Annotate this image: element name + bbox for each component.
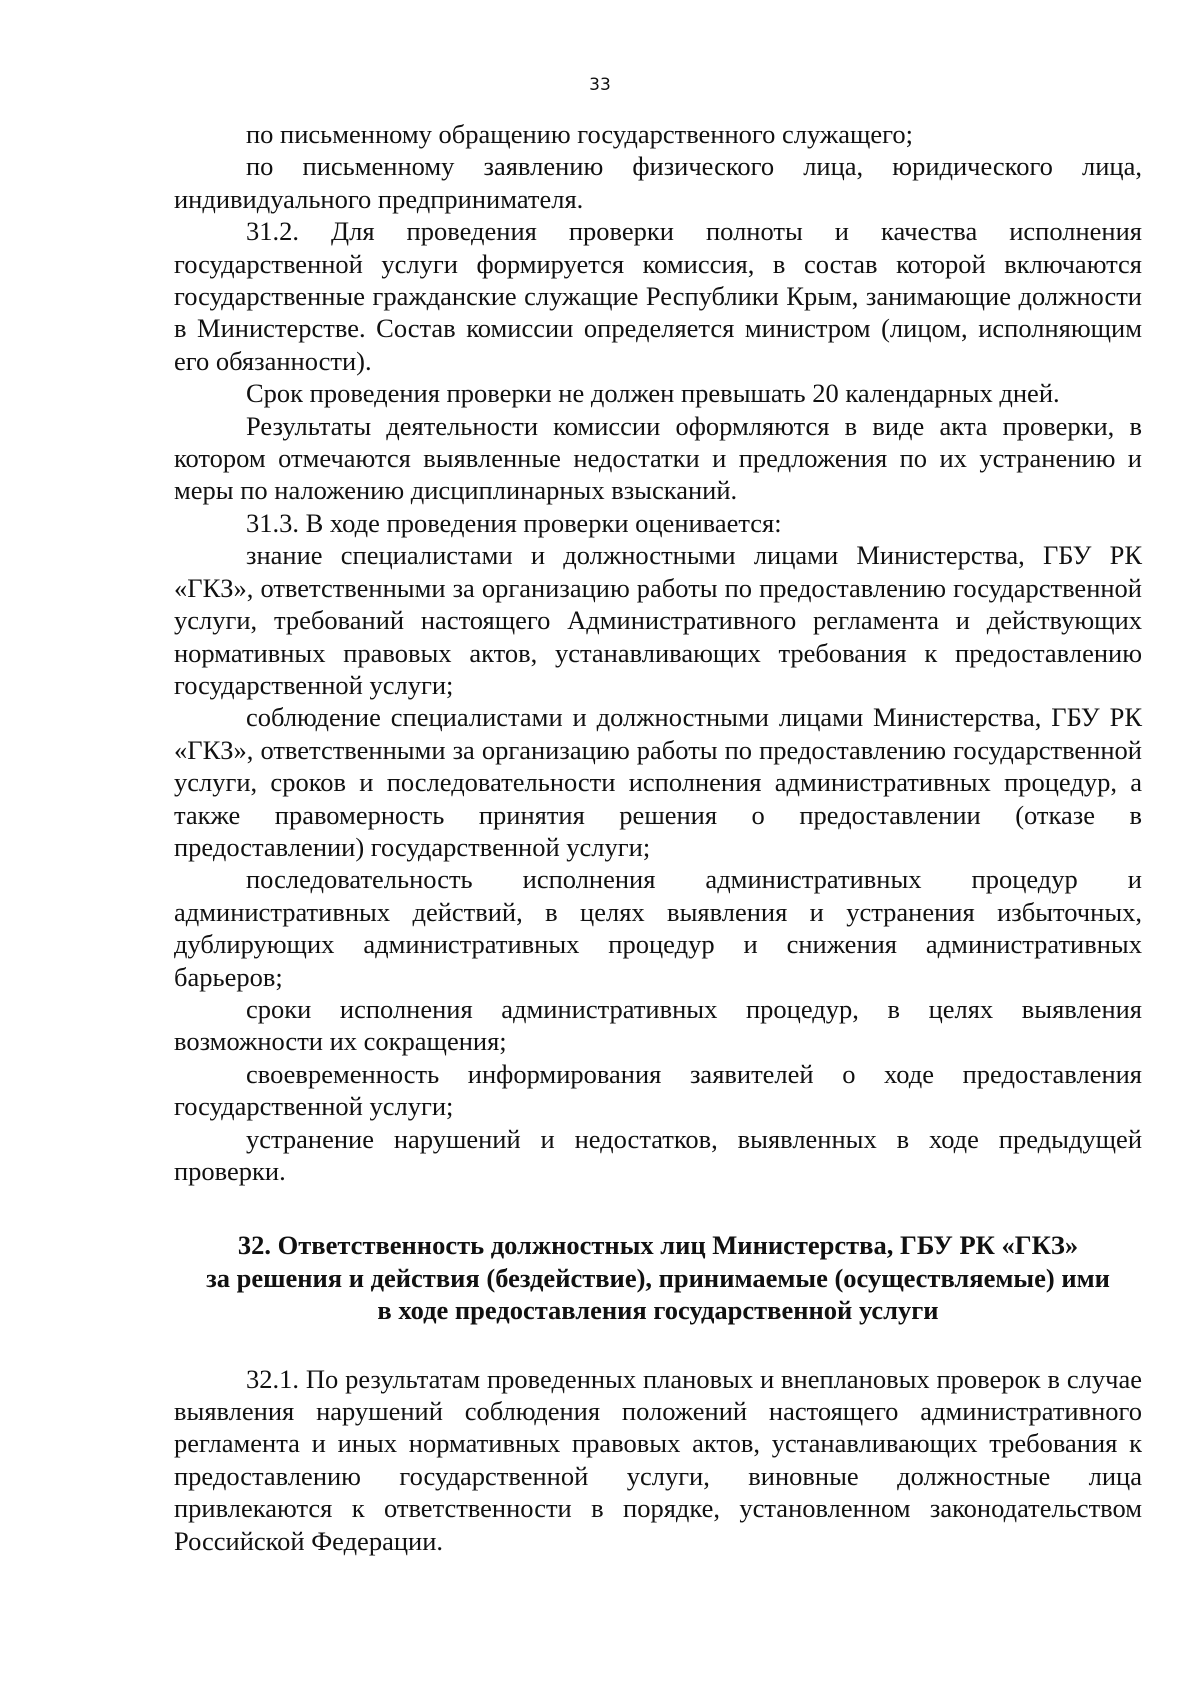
list-paragraph: своевременность информирования заявителей о ходе предоставления государственной услуги; <box>174 1058 1142 1122</box>
list-paragraph: устранение нарушений и недостатков, выявленных в ходе предыдущей проверки. <box>174 1123 1142 1186</box>
list-paragraph: соблюдение специалистами и должностными лицами Министерства, ГБУ РК «ГКЗ», ответственными за организацию работы по предоставлению государственной услуги, сроков и последовательности исполнения административных процедур, а также правомерность принятия решения о предоставлении (отказе в предоставлении) государственной услуги; <box>174 702 1142 862</box>
section-heading-line: за решения и действия (бездействие), принимаемые (осуществляемые) ими <box>206 1262 1110 1293</box>
section-heading <box>174 1229 1142 1326</box>
paragraph-32-1: 32.1. По результатам проведенных плановых и внеплановых проверок в случае выявления нарушений соблюдения положений настоящего административного регламента и иных нормативных правовых актов, устанавливающих требования к предоставлению государственной услуги, виновные должностные лица привлекаются к ответственности в порядке, установленном законодательством Российской Федерации. <box>174 1363 1142 1556</box>
paragraph: по письменному обращению государственного служащего; <box>246 119 913 149</box>
section-heading-line: 32. Ответственность должностных лиц Министерства, ГБУ РК «ГКЗ» <box>237 1230 1079 1261</box>
paragraph-31-2: 31.2. Для проведения проверки полноты и качества исполнения государственной услуги формируется комиссия, в состав которой включаются государственные гражданские служащие Республики Крым, занимающие должности в Министерстве. Состав комиссии определяется министром (лицом, исполняющим его обязанности). <box>174 216 1142 376</box>
page-number: 33 <box>589 75 611 95</box>
section-heading-line: в ходе предоставления государственной услуги <box>377 1295 939 1326</box>
list-paragraph: сроки исполнения административных процедур, в целях выявления возможности их сокращения; <box>174 993 1142 1057</box>
paragraph: по письменному заявлению физического лица, юридического лица, индивидуального предпринимателя. <box>174 151 1142 214</box>
list-paragraph: знание специалистами и должностными лицами Министерства, ГБУ РК «ГКЗ», ответственными за организацию работы по предоставлению государственной услуги, требований настоящего Административного регламента и действующих нормативных правовых актов, устанавливающих требования к предоставлению государственной услуги; <box>174 540 1142 700</box>
document-body <box>174 118 1142 1557</box>
paragraph: Срок проведения проверки не должен превышать 20 календарных дней. <box>246 378 1060 409</box>
paragraph: Результаты деятельности комиссии оформляются в виде акта проверки, в котором отмечаются выявленные недостатки и предложения по их устранению и меры по наложению дисциплинарных взысканий. <box>174 410 1142 506</box>
paragraph-31-3: 31.3. В ходе проведения проверки оценивается: <box>246 507 782 538</box>
list-paragraph: последовательность исполнения административных процедур и административных действий, в целях выявления и устранения избыточных, дублирующих административных процедур и снижения административных барьеров; <box>174 864 1142 992</box>
